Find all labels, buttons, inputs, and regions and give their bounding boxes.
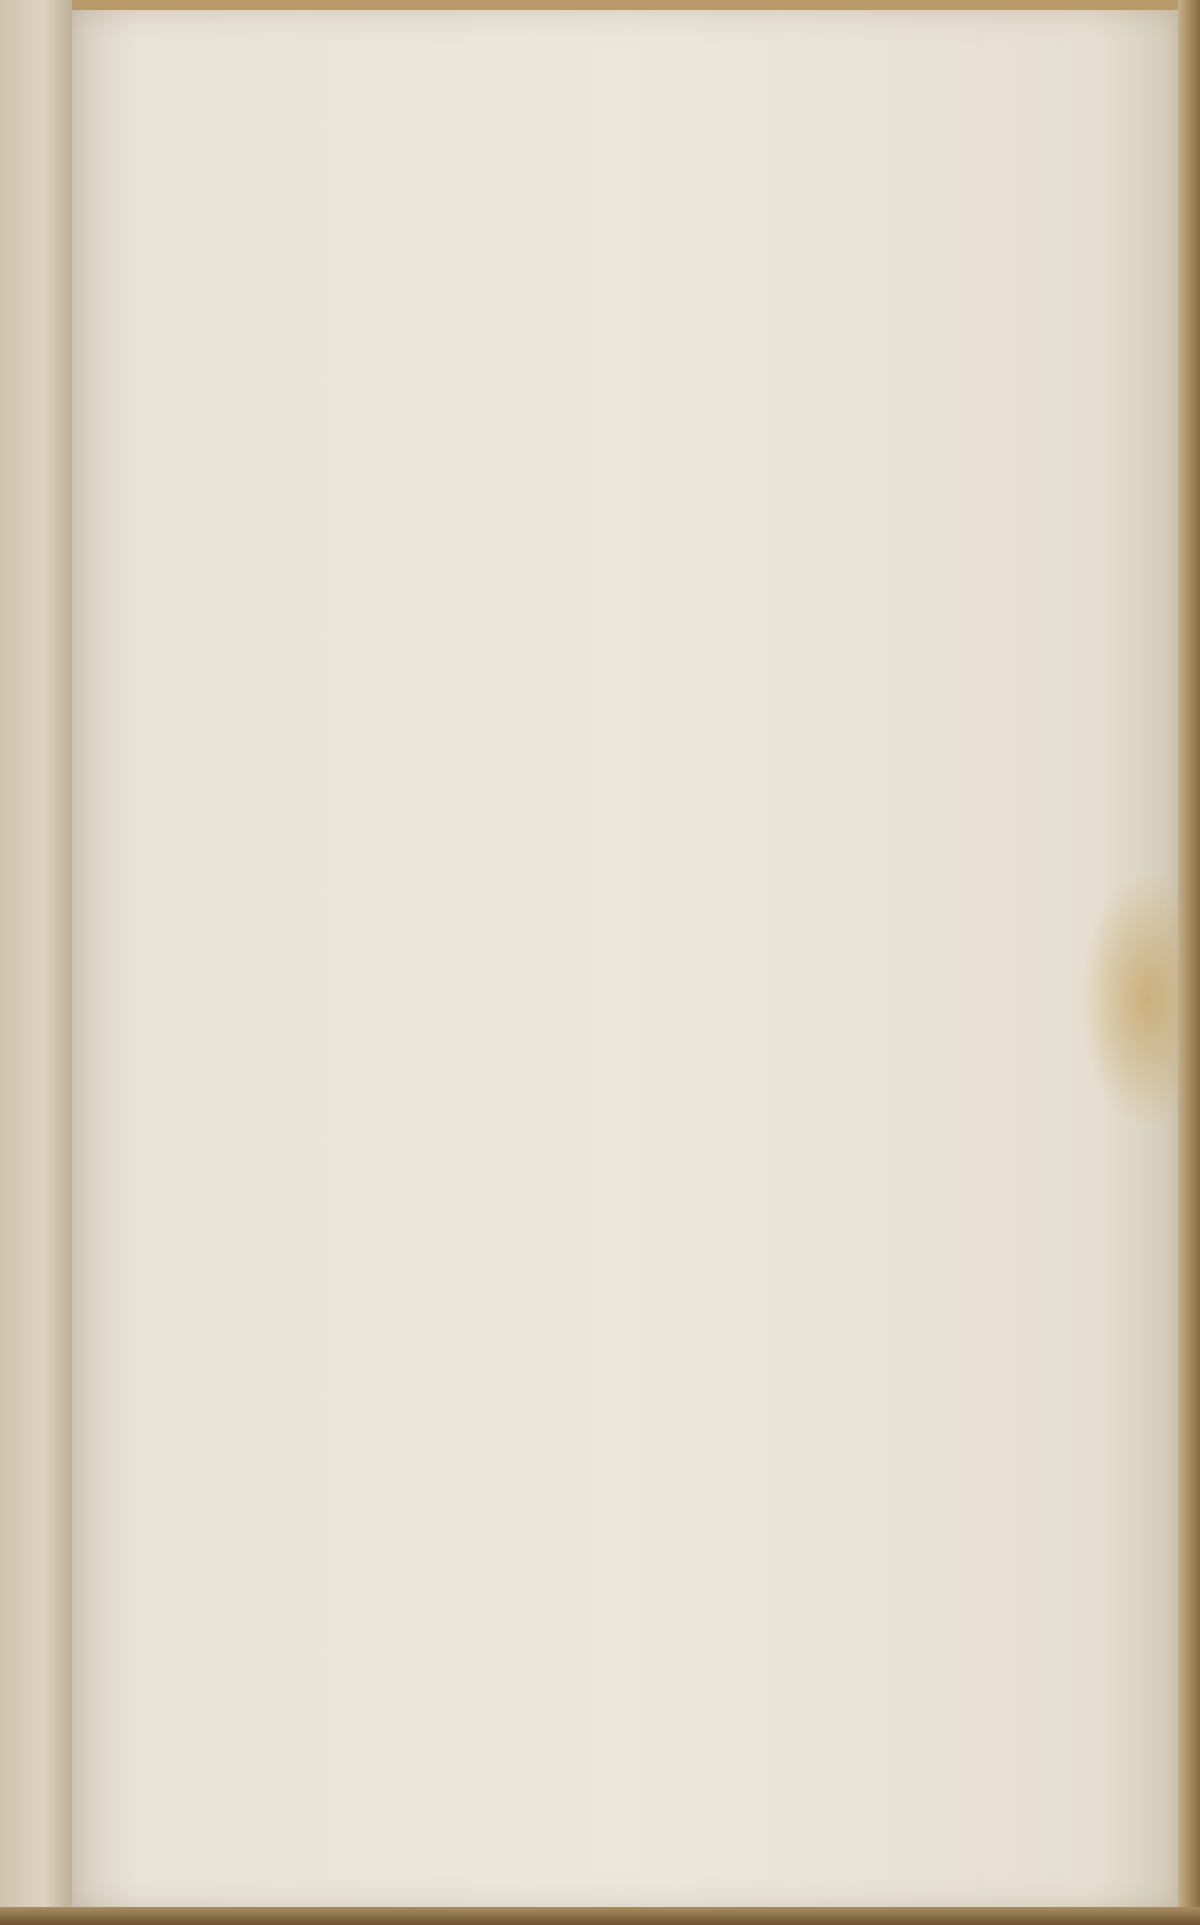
page-text: [114, 62, 914, 154]
catch-line: [114, 120, 914, 154]
running-head: [114, 62, 914, 104]
page-edge-bottom: [0, 1907, 1200, 1925]
book-page: [70, 10, 1182, 1910]
page-edge-right: [1178, 0, 1200, 1925]
page-stain: [1078, 870, 1178, 1130]
facing-page-margin: [0, 0, 72, 1925]
